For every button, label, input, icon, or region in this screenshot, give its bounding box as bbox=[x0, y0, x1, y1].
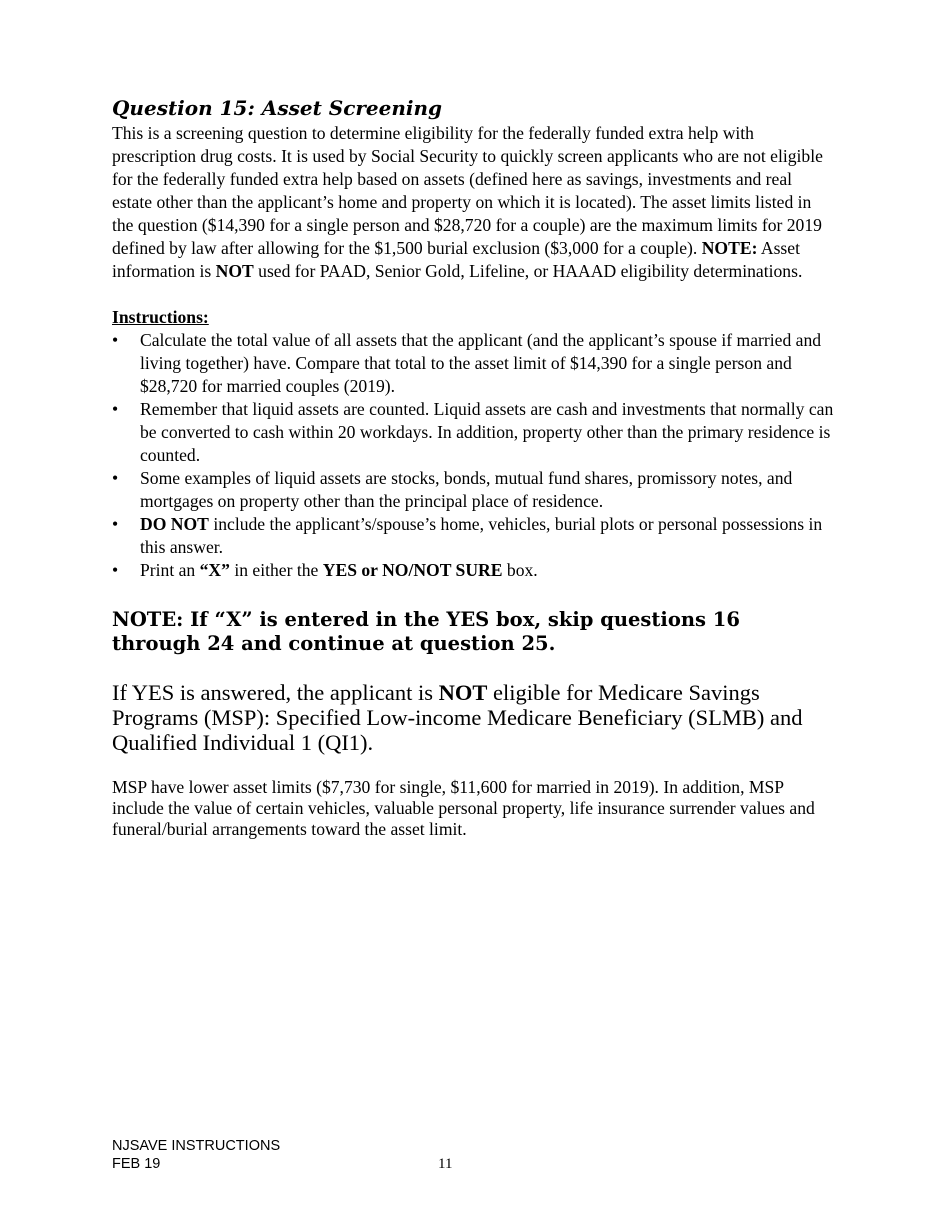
list-item-bold-options: YES or NO/NOT SURE bbox=[322, 560, 503, 580]
intro-text-1: This is a screening question to determine eligibility for the federally funded extra help with prescription drug costs. It is used by Social Security to quickly screen applicants who are not eligible for the federally funded extra help based on assets (defined here as savings, investments and real estate other than the applicant’s home and property on which it is located). The asset limits listed in the question ($14,390 for a single person and $28,720 for a couple) are the maximum limits for 2019 defined by law after allowing for the $1,500 burial exclusion ($3,000 for a couple). bbox=[112, 123, 823, 258]
list-item-text: Calculate the total value of all assets that the applicant (and the applicant’s spouse if married and living together) have. Compare that total to the asset limit of $14,390 for a single person and $28,720 for married couples (2019). bbox=[140, 330, 822, 396]
list-item-text: box. bbox=[502, 560, 538, 580]
footer-date: FEB 19 bbox=[112, 1156, 161, 1172]
list-item-bold: DO NOT bbox=[140, 514, 209, 534]
list-item bbox=[112, 398, 834, 467]
instructions-label: Instructions: bbox=[112, 307, 209, 327]
footer bbox=[112, 1137, 280, 1173]
yes-answer-paragraph bbox=[112, 680, 834, 755]
list-item bbox=[112, 329, 834, 398]
list-item-text: Remember that liquid assets are counted. Liquid assets are cash and investments that normally can be converted to cash within 20 workdays. In addition, property other than the primary residence is counted. bbox=[140, 399, 834, 465]
intro-text-2: Asset information is bbox=[112, 238, 800, 281]
list-item bbox=[112, 467, 834, 513]
intro-note-label: NOTE: bbox=[701, 238, 758, 258]
yes-text-1: If YES is answered, the applicant is bbox=[112, 680, 439, 705]
skip-note: NOTE: If “X” is entered in the YES box, skip questions 16 through 24 and continue at question 25. bbox=[112, 608, 740, 655]
list-item-bold-x: “X” bbox=[199, 560, 230, 580]
bullet-icon: • bbox=[112, 468, 119, 488]
intro-not-label: NOT bbox=[215, 261, 254, 281]
bullet-icon: • bbox=[112, 330, 119, 350]
instructions-list bbox=[112, 329, 834, 582]
intro-text-3: used for PAAD, Senior Gold, Lifeline, or HAAAD eligibility determinations. bbox=[253, 261, 803, 281]
bullet-icon: • bbox=[112, 514, 119, 534]
page-heading: Question 15: Asset Screening bbox=[112, 96, 443, 120]
bullet-icon: • bbox=[112, 399, 119, 419]
footer-title: NJSAVE INSTRUCTIONS bbox=[112, 1138, 281, 1154]
yes-text-2: eligible for Medicare Savings Programs (MSP): Specified Low-income Medicare Beneficiary (SLMB) and Qualified Individual 1 (QI1). bbox=[112, 680, 803, 755]
page-number: 11 bbox=[438, 1156, 453, 1172]
yes-not-label: NOT bbox=[438, 680, 488, 705]
list-item-text: Print an bbox=[140, 560, 200, 580]
list-item bbox=[112, 559, 834, 582]
intro-paragraph bbox=[112, 122, 834, 283]
list-item bbox=[112, 513, 834, 559]
list-item-text: Some examples of liquid assets are stocks, bonds, mutual fund shares, promissory notes, and mortgages on property other than the principal place of residence. bbox=[140, 468, 793, 511]
list-item-text: in either the bbox=[229, 560, 323, 580]
bullet-icon: • bbox=[112, 560, 119, 580]
list-item-text: include the applicant’s/spouse’s home, vehicles, burial plots or personal possessions in this answer. bbox=[140, 514, 823, 557]
msp-paragraph: MSP have lower asset limits ($7,730 for single, $11,600 for married in 2019). In addition, MSP include the value of certain vehicles, valuable personal property, life insurance surrender values and funeral/burial arrangements toward the asset limit. bbox=[112, 777, 815, 839]
document-page bbox=[112, 95, 834, 840]
